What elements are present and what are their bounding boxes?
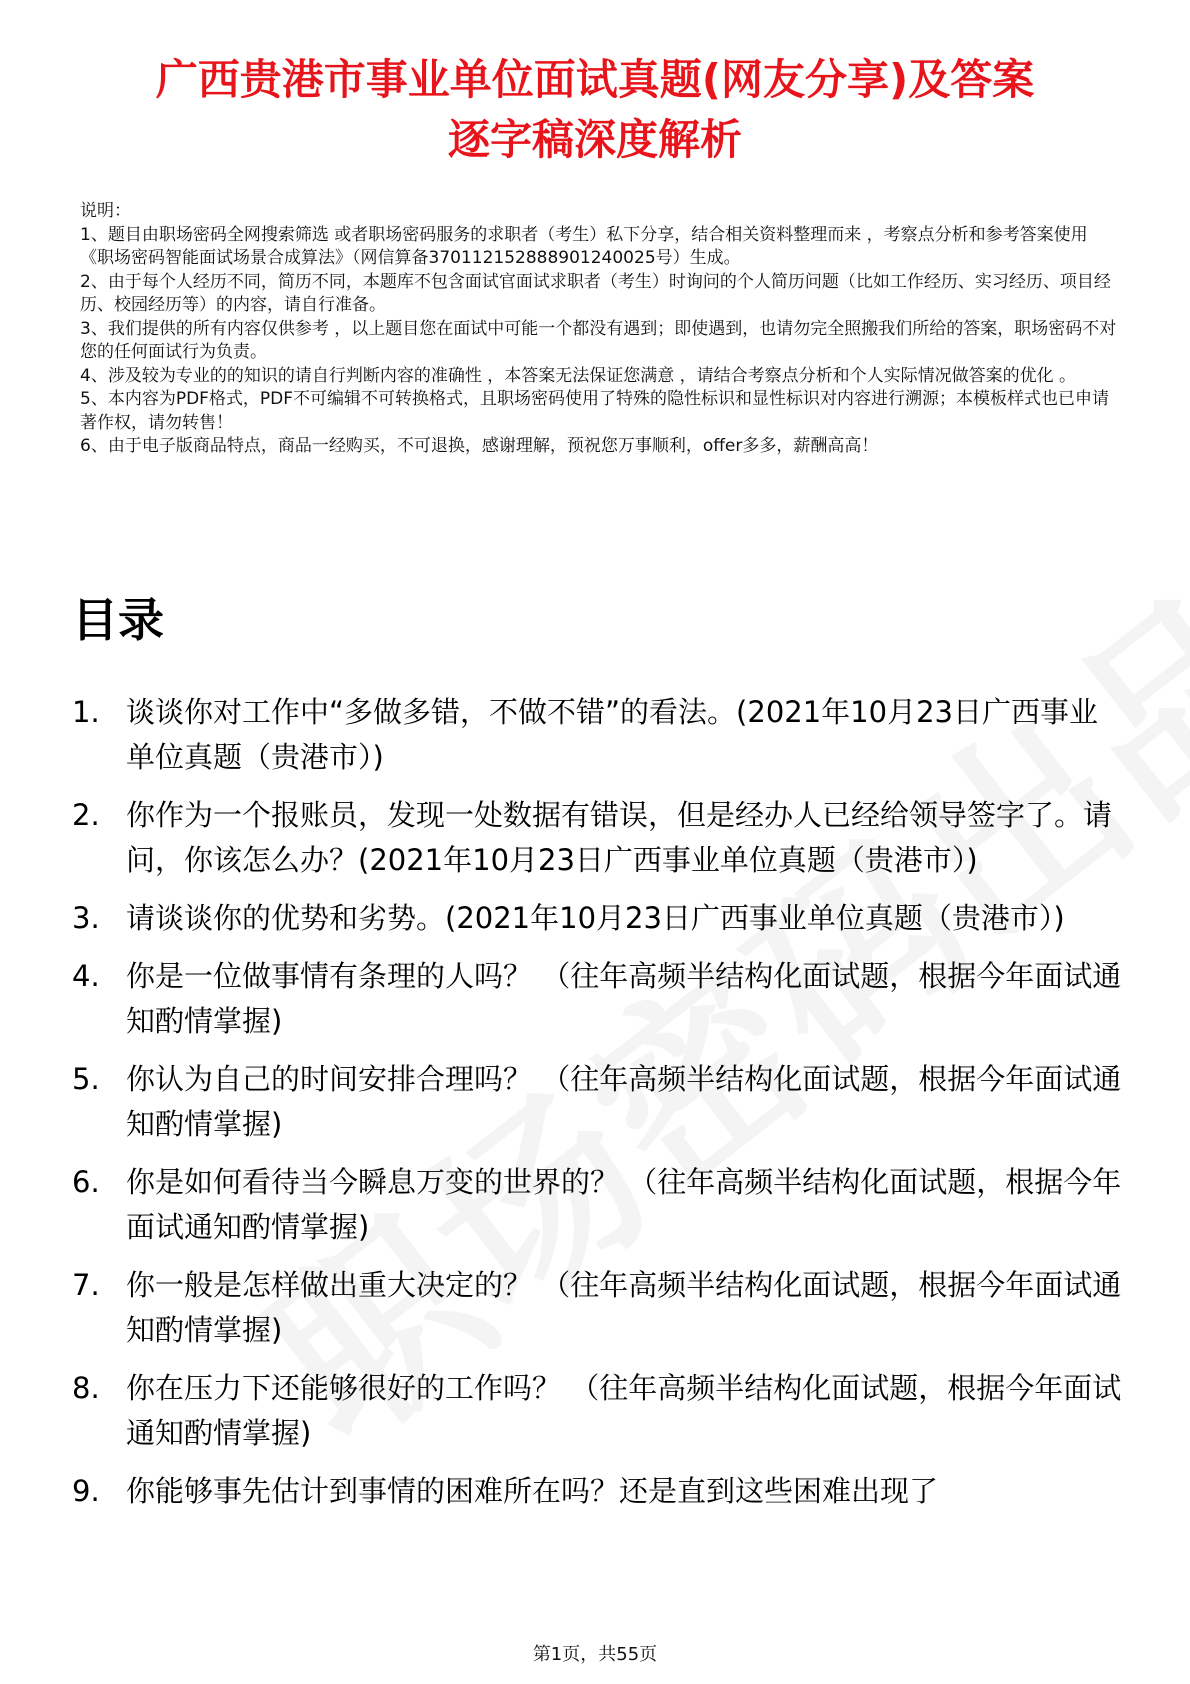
note-item: 6、由于电子版商品特点，商品一经购买，不可退换，感谢理解，预祝您万事顺利，offer多多，薪酬高高！ bbox=[80, 436, 879, 456]
toc-item[interactable] bbox=[72, 1469, 1122, 1514]
note-item: 3、我们提供的所有内容仅供参考 ，以上题目您在面试中可能一个都没有遇到；即使遇到，也请勿完全照搬我们所给的答案，职场密码不对您的任何面试行为负责。 bbox=[80, 318, 1117, 362]
toc-item-number: 5. bbox=[72, 1062, 100, 1096]
toc-item[interactable] bbox=[72, 954, 1122, 1044]
title-line-2: 逐字稿深度解析 bbox=[447, 115, 742, 164]
toc-item[interactable] bbox=[72, 896, 1122, 941]
toc-item[interactable] bbox=[72, 1057, 1122, 1147]
toc-item-text: 你作为一个报账员，发现一处数据有错误，但是经办人已经给领导签字了。请问，你该怎么办？(2021年10月23日广西事业单位真题（贵港市）) bbox=[126, 798, 1113, 877]
toc-item-text: 你能够事先估计到事情的困难所在吗？还是直到这些困难出现了 bbox=[126, 1474, 939, 1508]
toc-item-number: 7. bbox=[72, 1268, 100, 1302]
note-item: 4、涉及较为专业的的知识的请自行判断内容的准确性 ，本答案无法保证您满意 ，请结合考察点分析和个人实际情况做答案的优化 。 bbox=[80, 365, 1077, 386]
toc-item[interactable] bbox=[72, 793, 1122, 883]
document-title bbox=[60, 50, 1130, 170]
toc-list bbox=[72, 690, 1122, 1527]
toc-item[interactable] bbox=[72, 1263, 1122, 1353]
note-item: 2、由于每个人经历不同，简历不同，本题库不包含面试官面试求职者（考生）时询问的个人简历问题（比如工作经历、实习经历、项目经历、校园经历等）的内容，请自行准备。 bbox=[80, 271, 1111, 315]
toc-item-number: 2. bbox=[72, 798, 100, 832]
title-line-1: 广西贵港市事业单位面试真题(网友分享)及答案 bbox=[155, 55, 1035, 104]
toc-item-number: 3. bbox=[72, 901, 100, 935]
notes-label: 说明： bbox=[80, 201, 131, 221]
toc-item-number: 6. bbox=[72, 1165, 100, 1199]
toc-heading: 目录 bbox=[72, 593, 164, 647]
note-item: 5、本内容为PDF格式，PDF不可编辑不可转换格式，且职场密码使用了特殊的隐性标识和显性标识对内容进行溯源；本模板样式也已申请著作权，请勿转售！ bbox=[80, 389, 1110, 433]
toc-item[interactable] bbox=[72, 1366, 1122, 1456]
toc-item-text: 你认为自己的时间安排合理吗？ （往年高频半结构化面试题，根据今年面试通知酌情掌握) bbox=[126, 1062, 1122, 1141]
note-item: 1、题目由职场密码全网搜索筛选 或者职场密码服务的求职者（考生）私下分享，结合相关资料整理而来 ，考察点分析和参考答案使用《职场密码智能面试场景合成算法》（网信算备370112152888901240025号）生成。 bbox=[80, 224, 1088, 268]
toc-item-text: 请谈谈你的优势和劣势。(2021年10月23日广西事业单位真题（贵港市）) bbox=[126, 901, 1065, 935]
toc-item[interactable] bbox=[72, 690, 1122, 780]
toc-item-number: 1. bbox=[72, 695, 100, 729]
toc-item-text: 谈谈你对工作中“多做多错，不做不错”的看法。(2021年10月23日广西事业单位真题（贵港市）) bbox=[126, 695, 1098, 774]
toc-item-text: 你在压力下还能够很好的工作吗？ （往年高频半结构化面试题，根据今年面试通知酌情掌握) bbox=[126, 1371, 1122, 1450]
toc-item-text: 你是如何看待当今瞬息万变的世界的？ （往年高频半结构化面试题，根据今年面试通知酌情掌握) bbox=[126, 1165, 1122, 1244]
page-footer: 第1页，共55页 bbox=[532, 1644, 658, 1665]
notes-section bbox=[80, 200, 1120, 459]
toc-item-number: 4. bbox=[72, 959, 100, 993]
toc-item[interactable] bbox=[72, 1160, 1122, 1250]
toc-item-text: 你是一位做事情有条理的人吗？ （往年高频半结构化面试题，根据今年面试通知酌情掌握) bbox=[126, 959, 1122, 1038]
toc-item-text: 你一般是怎样做出重大决定的？ （往年高频半结构化面试题，根据今年面试通知酌情掌握) bbox=[126, 1268, 1122, 1347]
toc-item-number: 8. bbox=[72, 1371, 100, 1405]
toc-item-number: 9. bbox=[72, 1474, 100, 1508]
